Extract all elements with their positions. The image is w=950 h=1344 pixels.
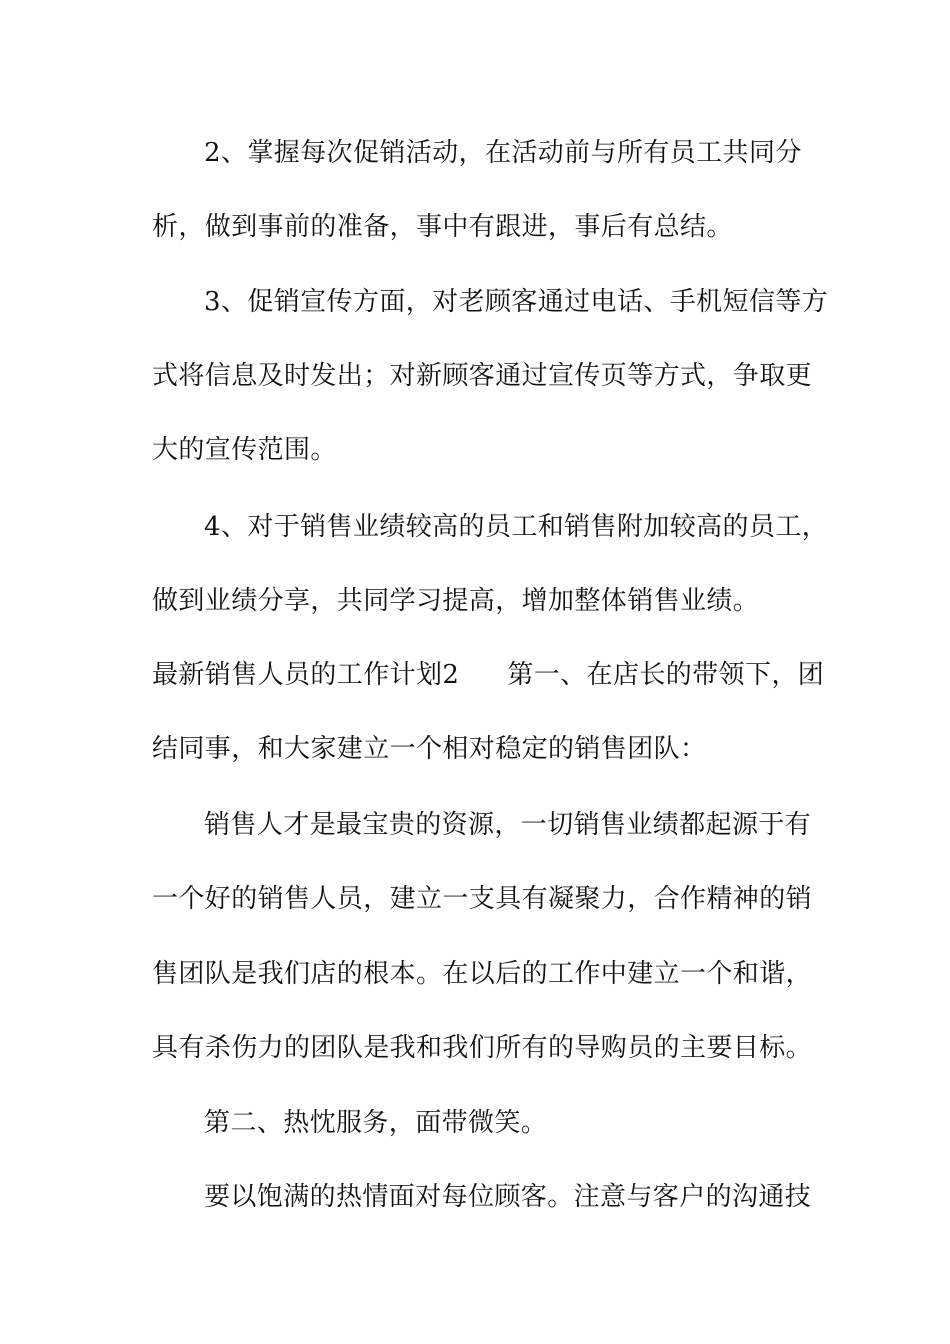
paragraph-line: 第二、热忱服务，面带微笑。 [204, 1108, 548, 1138]
paragraph-line: 具有杀伤力的团队是我和我们所有的导购员的主要目标。 [152, 1033, 813, 1063]
paragraph-line: 结同事，和大家建立一个相对稳定的销售团队： [152, 734, 707, 764]
paragraph-line: 销售人才是最宝贵的资源，一切销售业绩都起源于有 [204, 810, 812, 840]
paragraph-line: 一个好的销售人员，建立一支具有凝聚力，合作精神的销 [152, 884, 813, 914]
section-title: 最新销售人员的工作计划2 [152, 660, 460, 690]
paragraph-line: 第一、在店长的带领下，团 [507, 660, 825, 690]
paragraph-line: 大的宣传范围。 [152, 435, 337, 465]
paragraph-line: 要以饱满的热情面对每位顾客。注意与客户的沟通技 [204, 1182, 812, 1212]
paragraph-line: 3、促销宣传方面，对老顾客通过电话、手机短信等方 [204, 287, 829, 317]
paragraph-line: 析，做到事前的准备，事中有跟进，事后有总结。 [152, 212, 733, 242]
paragraph-line: 2、掌握每次促销活动，在活动前与所有员工共同分 [204, 138, 802, 168]
paragraph-line: 式将信息及时发出；对新顾客通过宣传页等方式，争取更 [152, 361, 813, 391]
paragraph-line: 售团队是我们店的根本。在以后的工作中建立一个和谐， [152, 959, 813, 989]
section-heading-line [152, 658, 825, 692]
paragraph-line: 4、对于销售业绩较高的员工和销售附加较高的员工， [204, 512, 829, 542]
paragraph-line: 做到业绩分享，共同学习提高，增加整体销售业绩。 [152, 586, 760, 616]
